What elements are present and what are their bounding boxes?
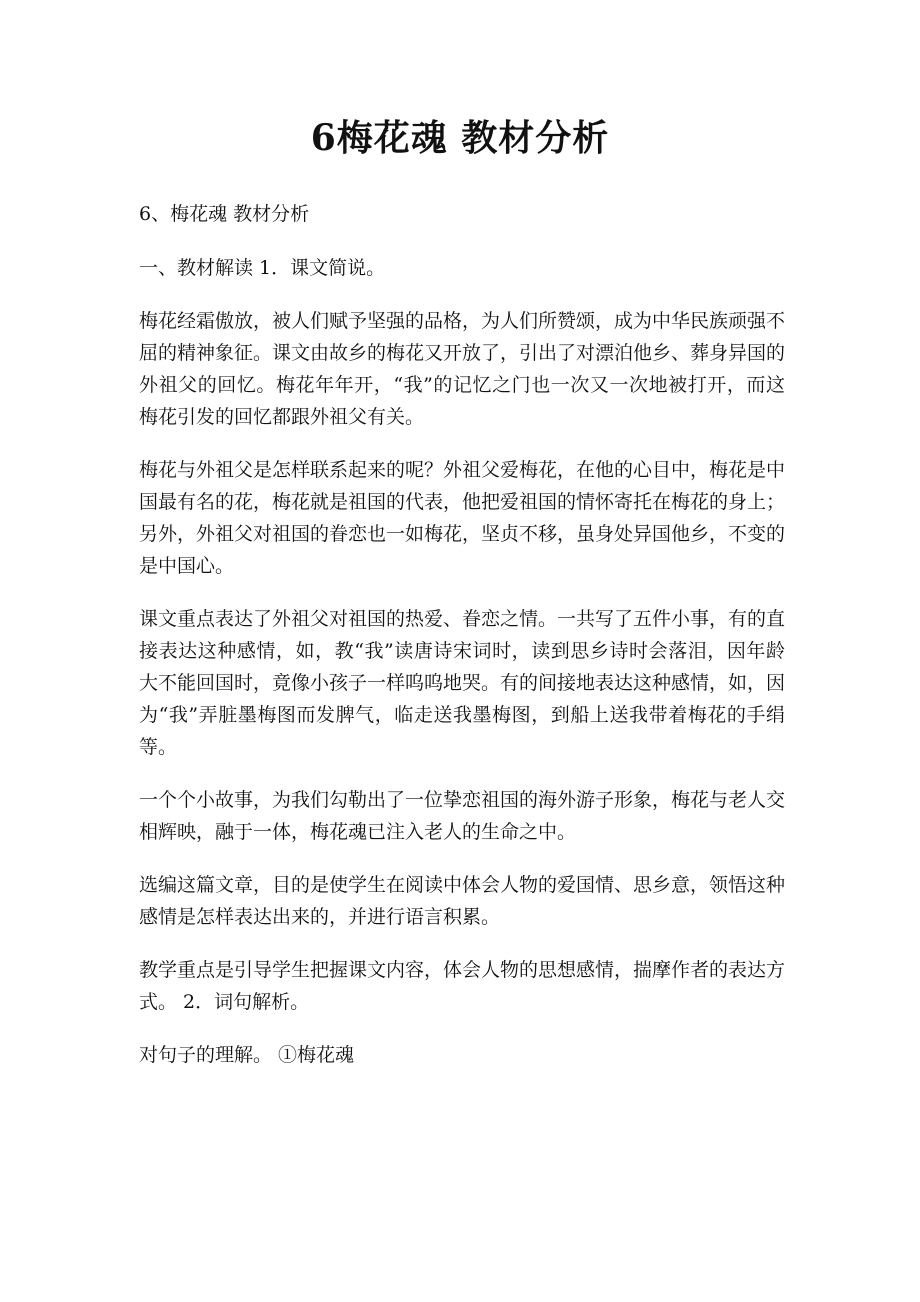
body-paragraph: 梅花与外祖父是怎样联系起来的呢？外祖父爱梅花，在他的心目中，梅花是中国最有名的花，梅花就是祖国的代表，他把爱祖国的情怀寄托在梅花的身上；另外，外祖父对祖国的眷恋也一如梅花，坚贞不移，虽身处异国他乡，不变的是中国心。 [139, 459, 786, 577]
body-paragraph: 选编这篇文章，目的是使学生在阅读中体会人物的爱国情、思乡意，领悟这种感情是怎样表达出来的，并进行语言积累。 [139, 874, 786, 928]
body-paragraph: 课文重点表达了外祖父对祖国的热爱、眷恋之情。一共写了五件小事，有的直接表达这种感情，如，教“我”读唐诗宋词时，读到思乡诗时会落泪，因年龄大不能回国时，竟像小孩子一样呜呜地哭。有的间接地表达这种感情，如，因为“我”弄脏墨梅图而发脾气，临走送我墨梅图，到船上送我带着梅花的手绢等。 [139, 608, 786, 758]
section-heading-paragraph: 一、教材解读 1．课文简说。 [139, 257, 386, 279]
document-body [139, 198, 785, 1092]
body-paragraph: 一个个小故事，为我们勾勒出了一位挚恋祖国的海外游子形象，梅花与老人交相辉映，融于一体，梅花魂已注入老人的生命之中。 [139, 789, 786, 843]
subtitle-paragraph: 6、梅花魂 教材分析 [139, 203, 310, 225]
body-paragraph: 教学重点是引导学生把握课文内容，体会人物的思想感情，揣摩作者的表达方式。 2．词句解析。 [139, 959, 786, 1013]
body-paragraph: 梅花经霜傲放，被人们赋予坚强的品格，为人们所赞颂，成为中华民族顽强不屈的精神象征。课文由故乡的梅花又开放了，引出了对漂泊他乡、葬身异国的外祖父的回忆。梅花年年开，“我”的记忆之门也一次又一次地被打开，而这梅花引发的回忆都跟外祖父有关。 [139, 310, 786, 428]
document-title: 6梅花魂 教材分析 [310, 117, 610, 159]
body-paragraph: 对句子的理解。 ①梅花魂 [139, 1044, 355, 1066]
